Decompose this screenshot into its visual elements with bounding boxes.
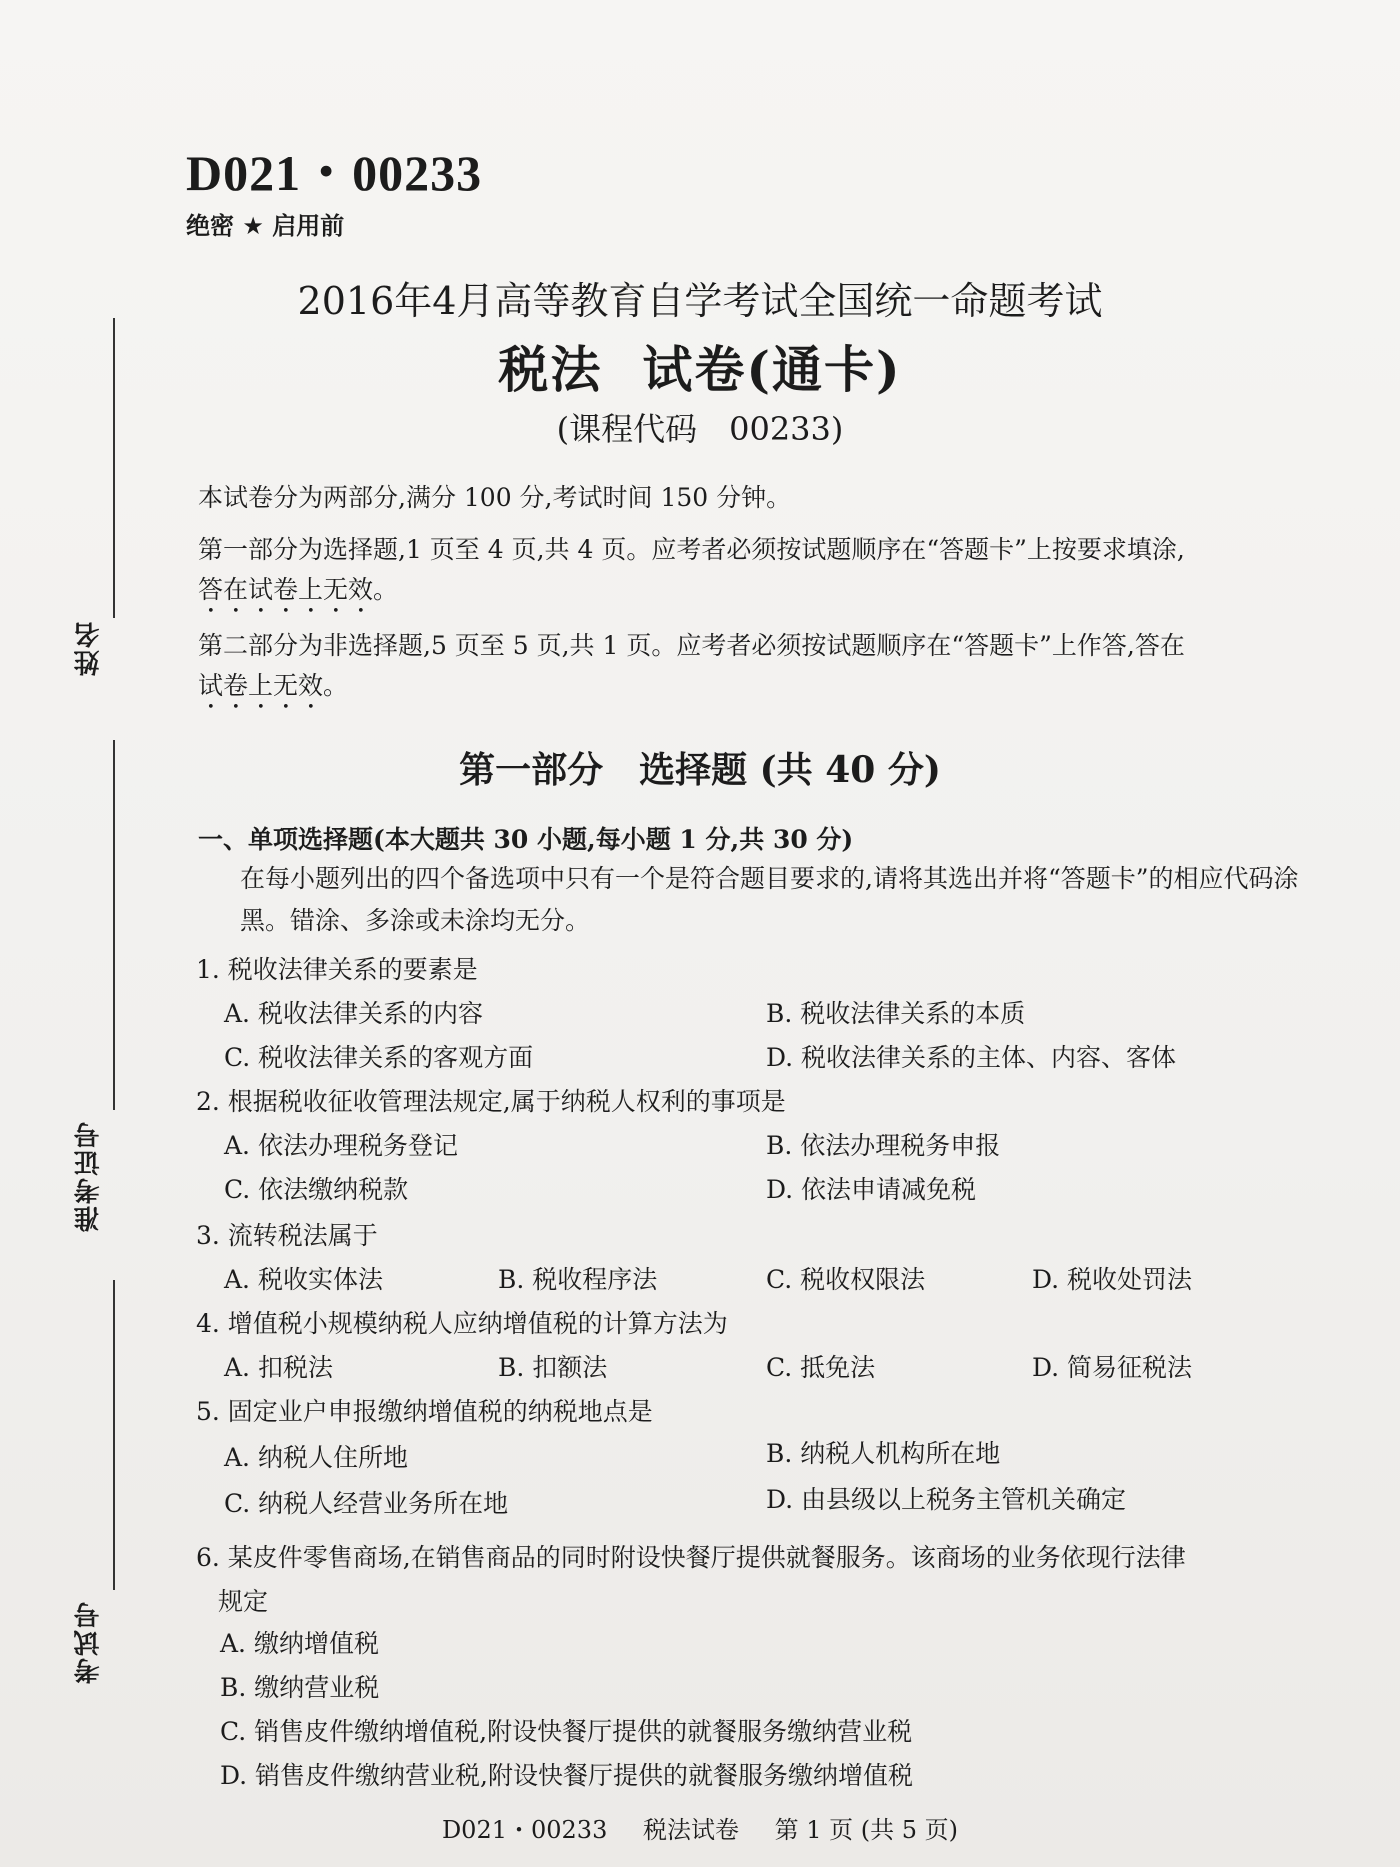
- admission-field: [70, 1120, 107, 1232]
- option-6b: B. 缴纳营业税: [220, 1673, 380, 1702]
- option-3d: D. 税收处罚法: [1032, 1265, 1193, 1294]
- section-description: 在每小题列出的四个备选项中只有一个是符合题目要求的,请将其选出并将“答题卡”的相应代码涂黑。错涂、多涂或未涂均无分。: [240, 864, 1299, 935]
- option-5a: A. 纳税人住所地: [224, 1443, 408, 1472]
- subject-name: 税法: [498, 340, 603, 399]
- exam-no-line: [113, 1280, 115, 1590]
- footer-subject: 税法试卷: [642, 1816, 739, 1844]
- option-2b: B. 依法办理税务申报: [766, 1131, 1001, 1160]
- option-5c: C. 纳税人经营业务所在地: [224, 1489, 509, 1518]
- option-6c: C. 销售皮件缴纳增值税,附设快餐厅提供的就餐服务缴纳营业税: [220, 1717, 913, 1746]
- instruction-part1-b: 答在试卷上无效。: [198, 575, 399, 604]
- question-1: 1. 税收法律关系的要素是: [196, 955, 478, 984]
- section-title: 一、单项选择题(本大题共 30 小题,每小题 1 分,共 30 分): [198, 825, 854, 854]
- name-field: [70, 620, 107, 676]
- instruction-part2-a: 第二部分为非选择题,5 页至 5 页,共 1 页。应考者必须按试题顺序在“答题卡”上作答,答在: [198, 631, 1185, 660]
- page-footer: [0, 1810, 1400, 1845]
- question-2: 2. 根据税收征收管理法规定,属于纳税人权利的事项是: [196, 1087, 786, 1116]
- exam-no-label: 考试号: [74, 1600, 104, 1684]
- exam-no-field: [70, 1600, 107, 1684]
- option-1b: B. 税收法律关系的本质: [766, 999, 1026, 1028]
- course-code: (课程代码 00233): [556, 410, 844, 448]
- option-5b: B. 纳税人机构所在地: [766, 1439, 1001, 1468]
- footer-page: 第 1 页 (共 5 页): [774, 1816, 959, 1844]
- exam-title: 2016年4月高等教育自学考试全国统一命题考试: [297, 279, 1103, 323]
- option-2c: C. 依法缴纳税款: [224, 1175, 409, 1204]
- name-label: 姓名: [74, 620, 104, 676]
- instruction-line1: 本试卷分为两部分,满分 100 分,考试时间 150 分钟。: [198, 483, 792, 512]
- option-2a: A. 依法办理税务登记: [224, 1131, 458, 1160]
- instruction-part1-a: 第一部分为选择题,1 页至 4 页,共 4 页。应考者必须按试题顺序在“答题卡”上按要求填涂,: [198, 535, 1185, 564]
- option-3a: A. 税收实体法: [224, 1265, 383, 1294]
- question-6-cont: 规定: [218, 1587, 269, 1616]
- instruction-part1: [198, 530, 1298, 619]
- question-6: 6. 某皮件零售商场,在销售商品的同时附设快餐厅提供就餐服务。该商场的业务依现行法律: [196, 1543, 1186, 1572]
- option-4a: A. 扣税法: [224, 1353, 333, 1382]
- option-6d: D. 销售皮件缴纳营业税,附设快餐厅提供的就餐服务缴纳增值税: [220, 1761, 913, 1790]
- option-4d: D. 简易征税法: [1032, 1353, 1193, 1382]
- paper-type: 试卷(通卡): [642, 340, 902, 399]
- instruction-part2-b: 试卷上无效。: [198, 671, 349, 700]
- option-3c: C. 税收权限法: [766, 1265, 926, 1294]
- option-4b: B. 扣额法: [498, 1353, 608, 1382]
- part-title: 第一部分 选择题 (共 40 分): [459, 749, 941, 791]
- question-5: 5. 固定业户申报缴纳增值税的纳税地点是: [196, 1397, 653, 1426]
- option-1c: C. 税收法律关系的客观方面: [224, 1043, 534, 1072]
- question-4: 4. 增值税小规模纳税人应纳增值税的计算方法为: [196, 1309, 728, 1338]
- admission-label: 准考证号: [74, 1120, 104, 1232]
- subject-title: [0, 330, 1400, 402]
- secret-mark: 绝密 ★ 启用前: [186, 212, 345, 240]
- option-1d: D. 税收法律关系的主体、内容、客体: [766, 1043, 1177, 1072]
- option-4c: C. 抵免法: [766, 1353, 876, 1382]
- question-3: 3. 流转税法属于: [196, 1221, 378, 1250]
- admission-line: [113, 740, 115, 1110]
- paper-code: D021・00233: [186, 145, 483, 201]
- footer-code: D021・00233: [441, 1816, 608, 1844]
- option-5d: D. 由县级以上税务主管机关确定: [766, 1485, 1127, 1514]
- option-2d: D. 依法申请减免税: [766, 1175, 977, 1204]
- option-1a: A. 税收法律关系的内容: [224, 999, 483, 1028]
- option-6a: A. 缴纳增值税: [220, 1629, 379, 1658]
- instruction-part2: [198, 626, 1298, 715]
- option-3b: B. 税收程序法: [498, 1265, 658, 1294]
